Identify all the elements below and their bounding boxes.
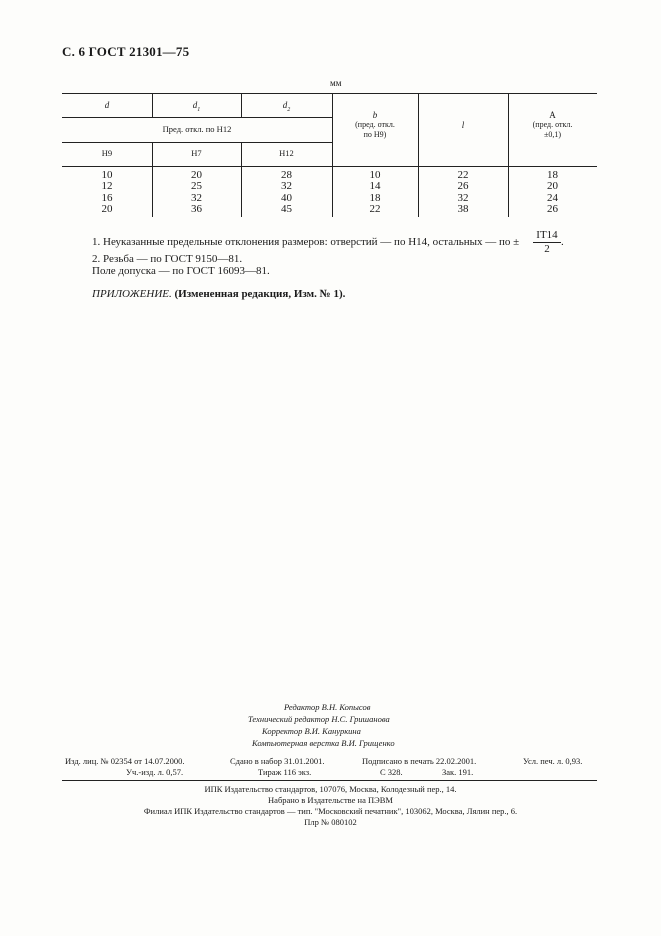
cell-d2: 45	[281, 203, 292, 215]
credit-layout: Компьютерная верстка В.И. Грищенко	[252, 738, 395, 748]
footer-divider	[62, 780, 597, 781]
imprint-pub-sheets: Уч.-изд. л. 0,57.	[126, 767, 184, 777]
imprint-sent: Сдано в набор 31.01.2001.	[230, 756, 325, 766]
note-1: 1. Неуказанные предельные отклонения размеров: отверстий — по Н14, остальных — по ±	[92, 236, 520, 248]
cell-l: 22	[457, 169, 469, 181]
cell-d: 16	[101, 192, 113, 204]
cell-a: 24	[547, 192, 558, 204]
imprint-signed: Подписано в печать 22.02.2001.	[362, 756, 477, 766]
table-top-border	[62, 93, 597, 94]
cell-b: 22	[369, 203, 381, 215]
footer-license: Плр № 080102	[304, 817, 357, 827]
credit-editor: Редактор В.Н. Копысов	[284, 702, 371, 712]
cell-b: 18	[369, 192, 381, 204]
note-3: Поле допуска — по ГОСТ 16093—81.	[92, 265, 270, 277]
footer-publisher: ИПК Издательство стандартов, 107076, Москва, Колодезный пер., 14.	[204, 784, 457, 794]
cell-d1: 32	[191, 192, 202, 204]
imprint-run: Тираж 116 экз.	[258, 767, 312, 777]
table-header-divider-1	[62, 117, 332, 118]
header-pred-h12: Пред. откл. по Н12	[162, 124, 232, 134]
footer-printer: Филиал ИПК Издательство стандартов — тип. "Московский печатник", 103062, Москва, Лялин пер., 6.	[143, 806, 518, 816]
footer-typeset: Набрано в Издательстве на ПЭВМ	[268, 795, 393, 805]
table-header-bottom	[62, 166, 597, 167]
cell-l: 32	[457, 192, 469, 204]
cell-a: 18	[547, 169, 558, 181]
cell-d: 20	[101, 203, 113, 215]
header-a: А (пред. откл. ±0,1)	[532, 110, 573, 139]
header-l: l	[461, 120, 465, 130]
cell-a: 26	[547, 203, 558, 215]
cell-d2: 40	[281, 192, 292, 204]
note-1-fraction-numerator: IT14	[533, 229, 561, 243]
page-title: С. 6 ГОСТ 21301—75	[62, 44, 190, 59]
cell-b: 14	[369, 180, 381, 192]
cell-d1: 25	[191, 180, 202, 192]
cell-a: 20	[547, 180, 558, 192]
imprint-license: Изд. лиц. № 02354 от 14.07.2000.	[65, 756, 185, 766]
appendix-note: ПРИЛОЖЕНИЕ. (Измененная редакция, Изм. № 1).	[92, 288, 346, 300]
header-tol-d1: Н7	[191, 148, 202, 158]
cell-l: 38	[457, 203, 469, 215]
header-tol-d2: Н12	[279, 148, 294, 158]
imprint-order: Зак. 191.	[442, 767, 474, 777]
imprint-print-sheets: Усл. печ. л. 0,93.	[523, 756, 583, 766]
cell-d1: 20	[191, 169, 202, 181]
credit-tech-editor: Технический редактор Н.С. Гришанова	[248, 714, 390, 724]
credit-corrector: Корректор В.И. Кануркина	[262, 726, 361, 736]
cell-b: 10	[369, 169, 381, 181]
units-label: мм	[330, 78, 342, 88]
header-d1: $d_1$	[192, 100, 201, 113]
header-d: d	[104, 100, 110, 110]
note-1-end: .	[561, 236, 564, 248]
cell-d: 12	[101, 180, 113, 192]
cell-d: 10	[101, 169, 113, 181]
table-header-divider-2	[62, 142, 332, 143]
cell-d2: 28	[281, 169, 292, 181]
header-b: b (пред. откл. по Н9)	[355, 110, 395, 139]
cell-l: 26	[457, 180, 469, 192]
note-1-fraction-denominator: 2	[544, 243, 550, 255]
header-tol-d: Н9	[101, 148, 113, 158]
note-2: 2. Резьба — по ГОСТ 9150—81.	[92, 253, 243, 265]
header-d2: $d_2$	[282, 100, 291, 113]
imprint-code: С 328.	[380, 767, 403, 777]
cell-d2: 32	[281, 180, 292, 192]
cell-d1: 36	[191, 203, 202, 215]
